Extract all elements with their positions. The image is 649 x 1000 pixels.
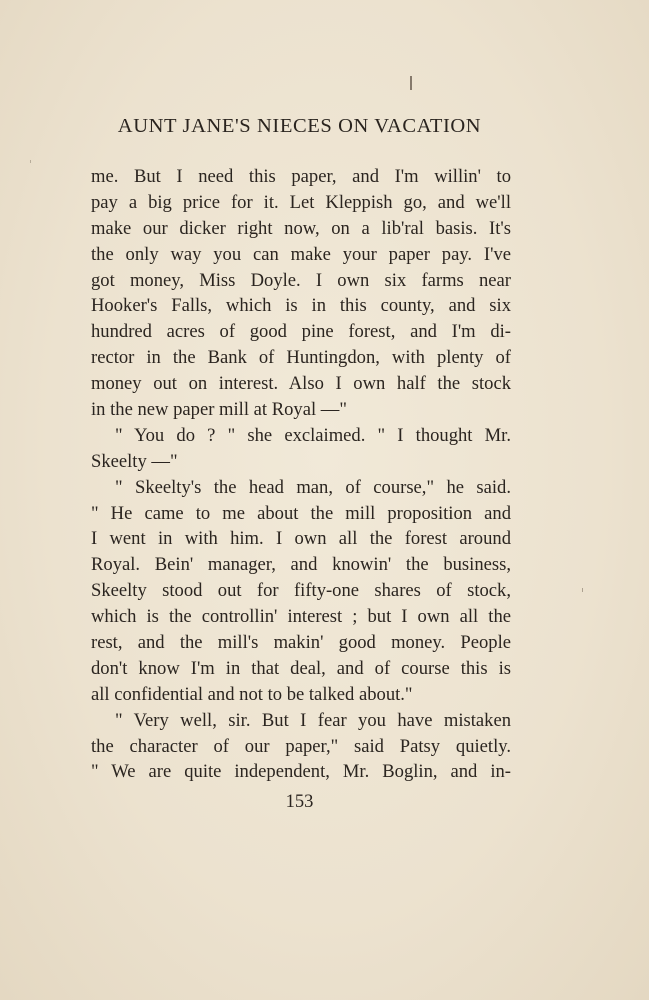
ink-mark	[410, 76, 412, 90]
text-line: money out on interest. Also I own half the stock	[91, 373, 511, 395]
paper-speck	[582, 588, 583, 592]
page-number: 153	[285, 792, 314, 812]
text-line: I went in with him. I own all the forest around	[91, 528, 511, 550]
body-text	[91, 164, 511, 785]
running-head: AUNT JANE'S NIECES ON VACATION	[117, 115, 482, 137]
text-line: Skeelty —"	[91, 450, 178, 472]
text-line: " He came to me about the mill proposition and	[91, 502, 511, 524]
text-line: rector in the Bank of Huntingdon, with plenty of	[91, 347, 511, 369]
text-line: me. But I need this paper, and I'm willin' to	[91, 166, 511, 187]
text-line: Royal. Bein' manager, and knowin' the business,	[91, 554, 511, 576]
text-line: " Skeelty's the head man, of course," he said.	[115, 476, 511, 498]
text-line: got money, Miss Doyle. I own six farms near	[91, 269, 511, 291]
text-line: the character of our paper," said Patsy quietly.	[91, 735, 511, 757]
text-line: which is the controllin' interest ; but I own all the	[91, 606, 511, 628]
text-line: make our dicker right now, on a lib'ral basis. It's	[91, 217, 511, 239]
text-line: rest, and the mill's makin' good money. People	[91, 632, 511, 654]
text-line: Skeelty stood out for fifty-one shares of stock,	[91, 580, 511, 602]
text-line: Hooker's Falls, which is in this county, and six	[91, 295, 511, 317]
paper-speck	[30, 160, 31, 163]
text-line: " Very well, sir. But I fear you have mistaken	[115, 709, 511, 731]
text-line: " You do ? " she exclaimed. " I thought Mr.	[115, 424, 511, 446]
text-line: hundred acres of good pine forest, and I'm di-	[91, 321, 511, 343]
text-line: pay a big price for it. Let Kleppish go, and we'll	[91, 191, 511, 213]
text-line: all confidential and not to be talked about."	[91, 683, 413, 705]
text-line: in the new paper mill at Royal —"	[91, 399, 347, 421]
text-line: the only way you can make your paper pay. I've	[91, 243, 511, 265]
text-line: don't know I'm in that deal, and of course this is	[91, 657, 511, 679]
text-line: " We are quite independent, Mr. Boglin, and in-	[91, 761, 511, 783]
